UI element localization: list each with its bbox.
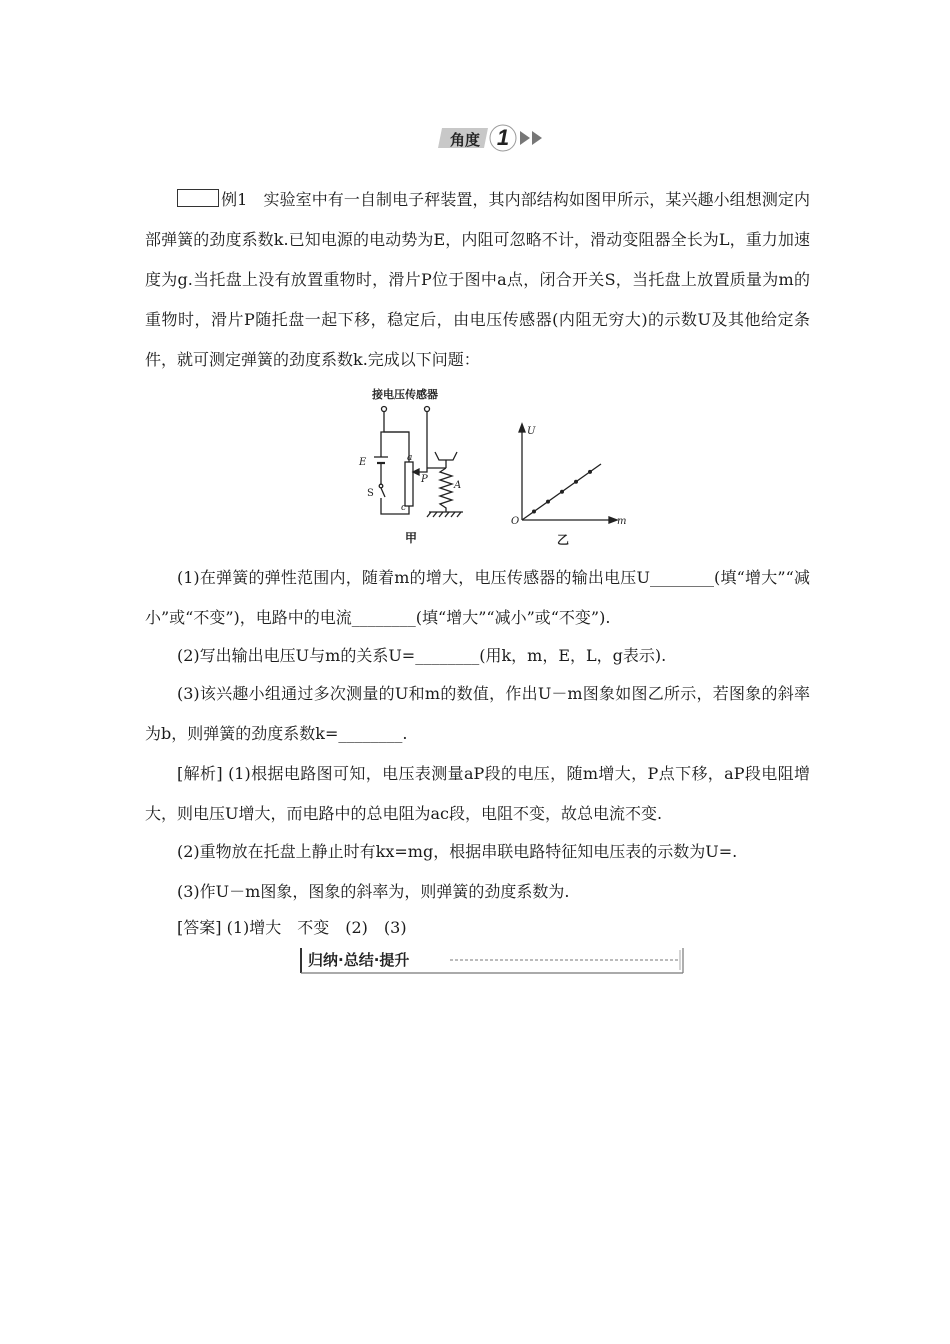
example-label: 例1 (221, 190, 248, 209)
figure-yi-caption: 乙 (556, 533, 570, 547)
analysis-1: [解析] (1)根据电路图可知，电压表测量aP段的电压，随m增大，P点下移，aP段电阻增大，则电压U增大，而电路中的总电阻为ac段，电阻不变，故总电流不变. (145, 764, 810, 823)
example-problem (145, 180, 810, 380)
y-axis-label: U (527, 426, 536, 437)
summary-label: 归纳·总结·提升 (308, 951, 410, 969)
angle-label: 角度 (450, 131, 481, 149)
arrow-right-icon (532, 131, 542, 145)
question-3: (3)该兴趣小组通过多次测量的U和m的数值，作出U－m图象如图乙所示，若图象的斜率为b，则弹簧的劲度系数k=________. (145, 684, 810, 743)
label-A: A (454, 480, 462, 491)
angle-number: 1 (496, 125, 510, 150)
origin-label: O (511, 516, 520, 527)
analysis-3: (3)作U－m图象，图象的斜率为，则弹簧的劲度系数为. (177, 882, 570, 901)
label-S: S (367, 488, 374, 499)
label-P: P (421, 474, 428, 485)
question-2: (2)写出输出电压U与m的关系U=________(用k，m，E，L，g表示). (177, 646, 667, 665)
label-E: E (359, 457, 367, 468)
example-box-icon (177, 189, 219, 207)
label-a: a (407, 453, 413, 463)
figure-jia-caption: 甲 (404, 531, 418, 545)
question-1: (1)在弹簧的弹性范围内，随着m的增大，电压传感器的输出电压U________(填“增大”“减小”或“不变”)，电路中的电流________(填“增大”“减小”或“不变”). (145, 568, 810, 627)
arrow-right-icon (520, 131, 530, 145)
answer: [答案] (1)增大 不变 (2) (3) (177, 918, 407, 937)
figure-circuit-and-graph (345, 384, 635, 549)
x-axis-label: m (617, 516, 627, 527)
analysis-2: (2)重物放在托盘上静止时有kx=mg，根据串联电路特征知电压表的示数为U=. (177, 842, 738, 861)
figure-yi (519, 424, 617, 523)
angle-header (436, 124, 556, 152)
label-c: c (401, 503, 407, 513)
example-text: 实验室中有一自制电子秤装置，其内部结构如图甲所示，某兴趣小组想测定内部弹簧的劲度系数k.已知电源的电动势为E，内阻可忽略不计，滑动变阻器全长为L，重力加速度为g.当托盘上没有放置重物时，滑片P位于图中a点，闭合开关S，当托盘上放置质量为m的重物时，滑片P随托盘一起下移，稳定后，由电压传感器(内阻无穷大)的示数U及其他给定条件，就可测定弹簧的劲度系数k.完成以下问题： (145, 190, 810, 369)
figure-jia (374, 407, 463, 518)
summary-bar (300, 946, 684, 974)
figure-jia-title: 接电压传感器 (372, 388, 438, 401)
